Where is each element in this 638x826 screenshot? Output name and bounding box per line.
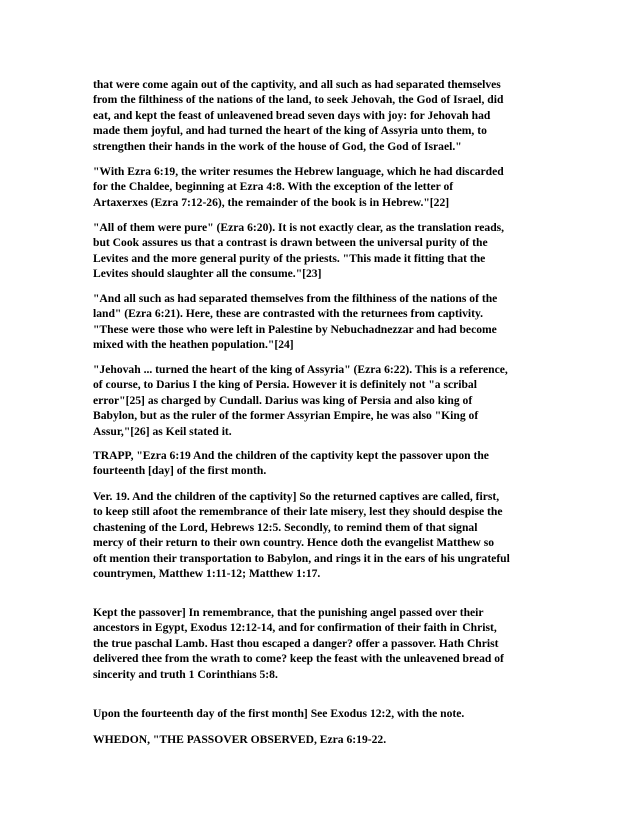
paragraph-ezra-text: that were come again out of the captivity, and all such as had separated themselves from the filthiness of the nations of the land, to seek Jehovah, the God of Israel, did eat, and kept the feast of unleavened bread seven days with joy: for Jehovah had made them joyful, and had turned the heart of the king of Assyria unto them, to strengthen their hands in the work of the house of God, the God of Israel." [93,78,504,153]
paragraph-separated: "And all such as had separated themselves from the filthiness of the nations of the land" (Ezra 6:21). Here, these are contrasted with the returnees from captivity. "These were those who were left in Palestine by Nebuchadnezzar and had become mixed with the heathen population."[24] [93,292,498,352]
paragraph-trapp-heading: TRAPP, "Ezra 6:19 And the children of the captivity kept the passover upon the fourteenth [day] of the first month. [93,449,489,478]
paragraph-whedon-heading: WHEDON, "THE PASSOVER OBSERVED, Ezra 6:19-22. [93,733,387,746]
paragraph-verse-19: Ver. 19. And the children of the captivity] So the returned captives are called, first, to keep still afoot the remembrance of their late misery, lest they should despise the chastening of the Lord, Hebrews 12:5. Secondly, to remind them of that signal mercy of their return to their own country. Hence doth the evangelist Matthew so oft mention their transportation to Babylon, and rings it in the ears of his ungrateful countrymen, Matthew 1:11-12; Matthew 1:17. [93,490,510,581]
paragraph-fourteenth-day: Upon the fourteenth day of the first month] See Exodus 12:2, with the note. [93,707,465,720]
paragraph-kept-passover: Kept the passover] In remembrance, that the punishing angel passed over their ancestors in Egypt, Exodus 12:12-14, and for confirmation of their faith in Christ, the true paschal Lamb. Hast thou escaped a danger? offer a passover. Hath Christ delivered thee from the wrath to come? keep the feast with the unleavened bread of sincerity and truth 1 Corinthians 5:8. [93,606,504,681]
paragraph-king-of-assyria: "Jehovah ... turned the heart of the king of Assyria" (Ezra 6:22). This is a reference, of course, to Darius I the king of Persia. However it is definitely not "a scribal error"[25] as charged by Cundall. Darius was king of Persia and also king of Babylon, but as the ruler of the former Assyrian Empire, he was also "King of Assur,"[26] as Keil stated it. [93,363,508,438]
paragraph-hebrew-language: "With Ezra 6:19, the writer resumes the Hebrew language, which he had discarded for the Chaldee, beginning at Ezra 4:8. With the exception of the letter of Artaxerxes (Ezra 7:12-26), the remainder of the book is in Hebrew."[22] [93,165,504,209]
paragraph-all-pure: "All of them were pure" (Ezra 6:20). It is not exactly clear, as the translation reads, but Cook assures us that a contrast is drawn between the universal purity of the Levites and the more general purity of the priests. "This made it fitting that the Levites should slaughter all the consume."[23] [93,221,505,281]
